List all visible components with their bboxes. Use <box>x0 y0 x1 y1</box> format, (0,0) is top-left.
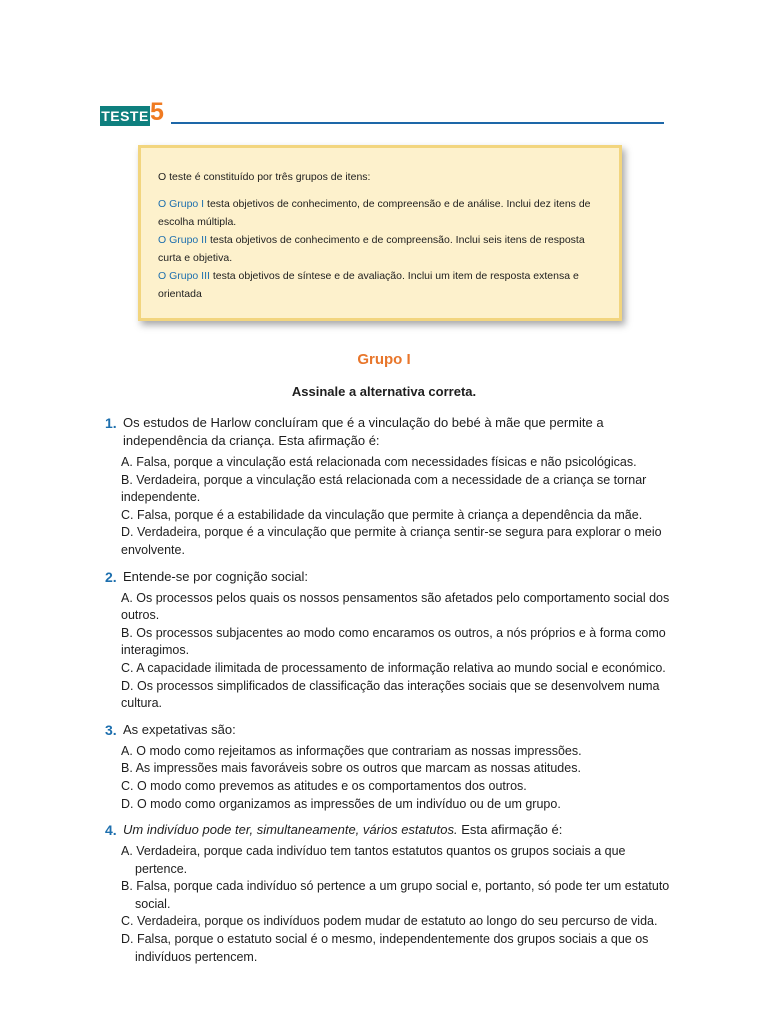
option-b: B. As impressões mais favoráveis sobre os outros que marcam as nossas atitudes. <box>121 761 581 776</box>
group-2-text: testa objetivos de conhecimento e de compreensão. Inclui seis itens de resposta curta e objetiva. <box>158 234 585 264</box>
question-4 <box>105 821 670 966</box>
option-a: A. Falsa, porque a vinculação está relacionada com necessidades físicas e não psicológicas. <box>121 455 637 469</box>
question-number: 1. <box>105 415 117 431</box>
group-3-label: O Grupo III <box>158 270 210 282</box>
option-d: D. Falsa, porque o estatuto social é o mesmo, independentemente dos grupos sociais a que os indivíduos pertencem. <box>121 932 649 964</box>
question-text-italic: Um indivíduo pode ter, simultaneamente, vários estatutos. <box>123 822 458 838</box>
question-text <box>123 821 562 839</box>
test-number: 5 <box>150 98 164 126</box>
option-d: D. Os processos simplificados de classificação das interações sociais que se desenvolvem numa cultura. <box>121 678 660 711</box>
question-number: 4. <box>105 822 117 839</box>
intro-lead: O teste é constituído por três grupos de itens: <box>158 171 371 183</box>
question-text: Os estudos de Harlow concluíram que é a vinculação do bebé à mãe que permite a independência da criança. Esta afirmação é: <box>123 415 604 448</box>
group-3-text: testa objetivos de síntese e de avaliação. Inclui um item de resposta extensa e orientada <box>158 270 579 300</box>
option-b: B. Os processos subjacentes ao modo como encaramos os outros, a nós próprios e à forma como interagimos. <box>121 625 666 658</box>
question-text-rest: Esta afirmação é: <box>457 822 563 838</box>
intro-group-1 <box>158 195 599 231</box>
question-list <box>105 414 670 974</box>
option-b: B. Verdadeira, porque a vinculação está relacionada com a necessidade de a criança se tornar independente. <box>121 472 647 505</box>
group-1-label: O Grupo I <box>158 198 205 210</box>
option-a: A. Os processos pelos quais os nossos pensamentos são afetados pelo comportamento social dos outros. <box>121 590 670 623</box>
section-instruction: Assinale a alternativa correta. <box>291 384 477 399</box>
question-text: As expetativas são: <box>123 721 236 737</box>
intro-group-3 <box>158 267 599 303</box>
question-number: 2. <box>105 568 117 585</box>
question-2 <box>105 568 670 713</box>
option-b: B. Falsa, porque cada indivíduo só pertence a um grupo social e, portanto, só pode ter um estatuto social. <box>121 879 670 911</box>
question-text: Entende-se por cognição social: <box>123 568 309 584</box>
test-header <box>100 100 664 130</box>
option-a: A. O modo como rejeitamos as informações que contrariam as nossas impressões. <box>121 743 582 758</box>
header-rule <box>171 122 664 124</box>
intro-group-2 <box>158 231 599 267</box>
question-number: 3. <box>105 721 117 738</box>
option-c: C. O modo como prevemos as atitudes e os comportamentos dos outros. <box>121 778 527 793</box>
option-c: C. A capacidade ilimitada de processamento de informação relativa ao mundo social e económico. <box>121 660 666 675</box>
option-c: C. Verdadeira, porque os indivíduos podem mudar de estatuto ao longo do seu percurso de vida. <box>121 914 658 929</box>
section-title: Grupo I <box>357 351 411 368</box>
test-badge: TESTE <box>101 108 149 124</box>
intro-box <box>138 145 622 321</box>
group-2-label: O Grupo II <box>158 234 208 246</box>
option-d: D. O modo como organizamos as impressões de um indivíduo ou de um grupo. <box>121 796 561 811</box>
group-1-text: testa objetivos de conhecimento, de compreensão e de análise. Inclui dez itens de escolha múltipla. <box>158 198 591 228</box>
question-3 <box>105 721 670 813</box>
option-c: C. Falsa, porque é a estabilidade da vinculação que permite à criança a dependência da mãe. <box>121 507 643 522</box>
question-1 <box>105 414 670 560</box>
option-a: A. Verdadeira, porque cada indivíduo tem tantos estatutos quantos os grupos sociais a que pertence. <box>121 844 626 876</box>
option-d: D. Verdadeira, porque é a vinculação que permite à criança sentir-se segura para explorar o meio envolvente. <box>121 525 662 557</box>
